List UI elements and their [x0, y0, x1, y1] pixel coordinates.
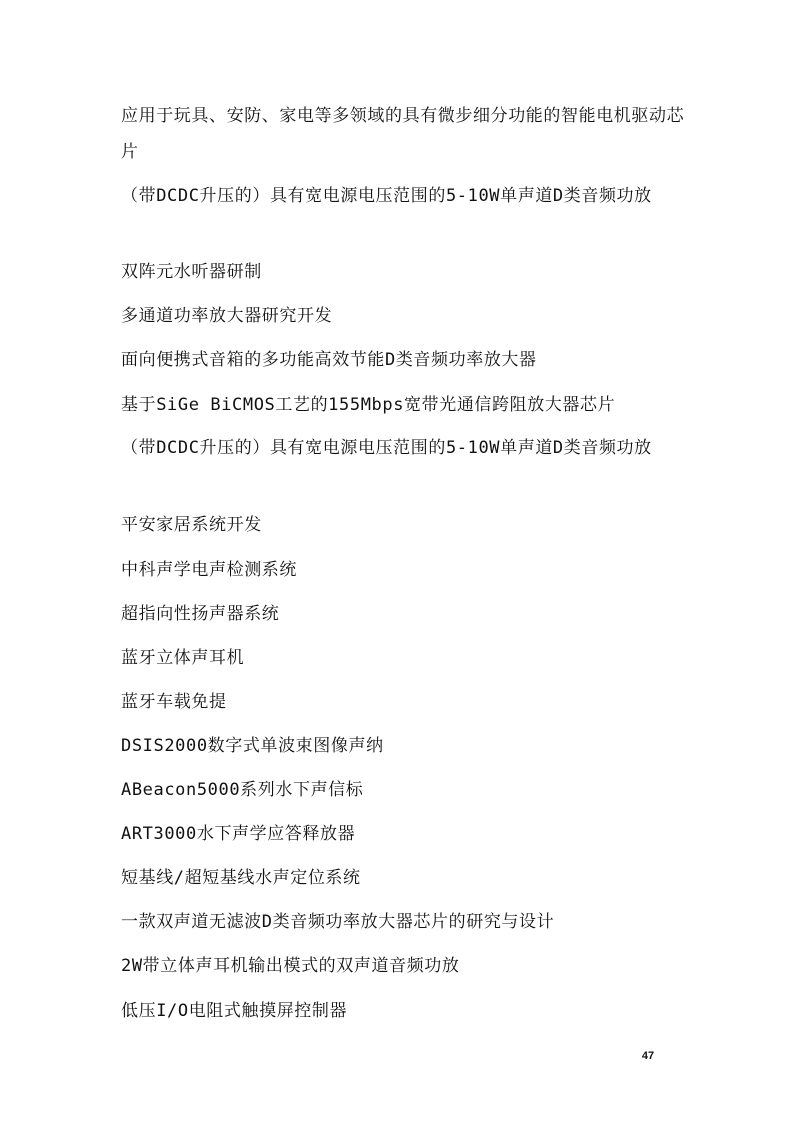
list-item: 中科声学电声检测系统 [121, 560, 297, 580]
page-number: 47 [641, 1050, 655, 1062]
list-item: 蓝牙车载免提 [121, 692, 227, 712]
list-item: ABeacon5000系列水下声信标 [121, 780, 364, 800]
list-item: 基于SiGe BiCMOS工艺的155Mbps宽带光通信跨阻放大器芯片 [121, 395, 616, 415]
list-item: 一款双声道无滤波D类音频功率放大器芯片的研究与设计 [121, 912, 555, 932]
list-item: （带DCDC升压的）具有宽电源电压范围的5-10W单声道D类音频功放 [121, 438, 652, 458]
list-item: 平安家居系统开发 [121, 515, 262, 535]
list-item: 双阵元水听器研制 [121, 262, 262, 282]
list-item: 短基线/超短基线水声定位系统 [121, 868, 361, 888]
list-item: 低压I/O电阻式触摸屏控制器 [121, 1001, 348, 1021]
list-item: 多通道功率放大器研究开发 [121, 306, 333, 326]
list-item: 超指向性扬声器系统 [121, 604, 280, 624]
list-item: 面向便携式音箱的多功能高效节能D类音频功率放大器 [121, 350, 537, 370]
list-item: 2W带立体声耳机输出模式的双声道音频功放 [121, 956, 460, 976]
list-item: 蓝牙立体声耳机 [121, 648, 245, 668]
list-item: ART3000水下声学应答释放器 [121, 824, 356, 844]
list-item: DSIS2000数字式单波束图像声纳 [121, 736, 384, 756]
list-item: 应用于玩具、安防、家电等多领域的具有微步细分功能的智能电机驱动芯片 [121, 106, 685, 162]
list-item: （带DCDC升压的）具有宽电源电压范围的5-10W单声道D类音频功放 [121, 186, 652, 206]
